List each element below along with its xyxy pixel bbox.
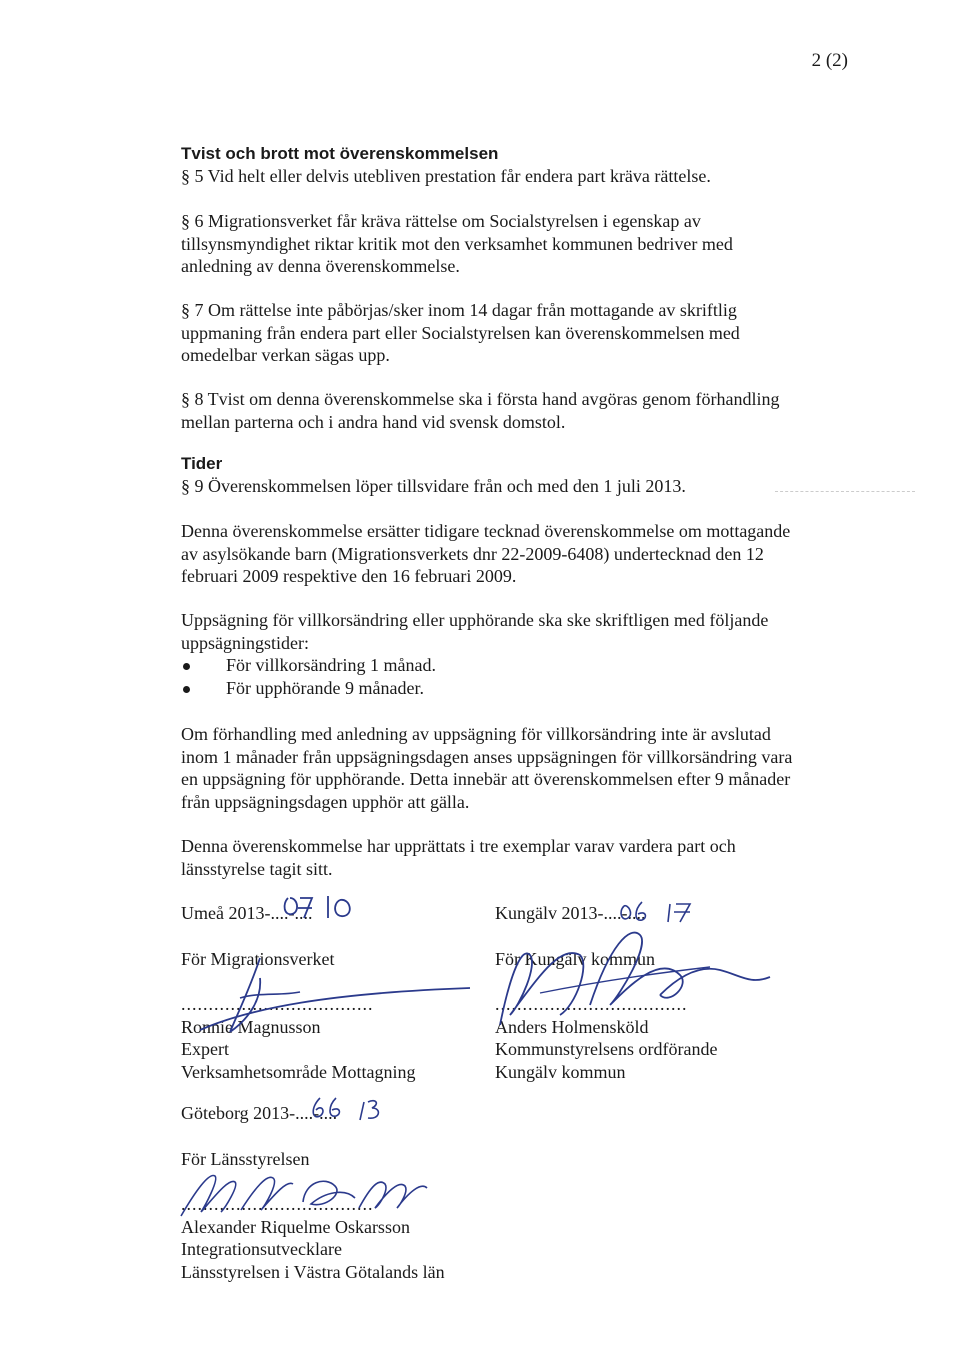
for-label: För Migrationsverket bbox=[181, 948, 335, 969]
termination-block bbox=[181, 609, 801, 699]
signer-title: Kommunstyrelsens ordförande bbox=[495, 1039, 718, 1060]
paragraph-9: § 9 Överenskommelsen löper tillsvidare från och med den 1 juli 2013. bbox=[181, 476, 686, 496]
signer-org: Verksamhetsområde Mottagning bbox=[181, 1061, 416, 1082]
faint-line bbox=[775, 491, 915, 492]
section-time bbox=[181, 453, 801, 498]
signature-block-lansstyrelsen bbox=[181, 1102, 445, 1284]
place-date: Umeå 2013-....-.... bbox=[181, 903, 313, 923]
bullet-item: För upphörande 9 månader. bbox=[181, 677, 801, 700]
signature-dots: ................................... bbox=[495, 994, 688, 1015]
signer-org: Kungälv kommun bbox=[495, 1061, 626, 1082]
section-dispute bbox=[181, 143, 801, 188]
signer-org: Länsstyrelsen i Västra Götalands län bbox=[181, 1261, 445, 1282]
place-date: Kungälv 2013-....-.... bbox=[495, 903, 646, 923]
signer-name: Alexander Riquelme Oskarsson bbox=[181, 1216, 410, 1237]
for-label: För Kungälv kommun bbox=[495, 948, 655, 969]
paragraph-negotiation: Om förhandling med anledning av uppsägning för villkorsändring inte är avslutad inom 1 månader från uppsägningsdagen anses uppsägningen för villkorsändring vara en uppsägning för upphörande. Detta innebär att överenskommelsen efter 9 månader från uppsägningsdagen upphör att gälla. bbox=[181, 724, 793, 812]
signature-block-kungalv bbox=[495, 902, 717, 1084]
signer-name: Ronnie Magnusson bbox=[181, 1016, 321, 1037]
paragraph-5: § 5 Vid helt eller delvis utebliven prestation får endera part kräva rättelse. bbox=[181, 166, 711, 186]
termination-intro: Uppsägning för villkorsändring eller upphörande ska ske skriftligen med följande uppsägningstider: bbox=[181, 610, 769, 653]
heading-time: Tider bbox=[181, 454, 223, 473]
paragraph-7: § 7 Om rättelse inte påbörjas/sker inom 14 dagar från mottagande av skriftlig uppmaning från endera part eller Socialstyrelsen kan överenskommelsen med omedelbar verkan sägas upp. bbox=[181, 300, 740, 366]
page-number: 2 (2) bbox=[811, 50, 848, 71]
signer-title: Integrationsutvecklare bbox=[181, 1239, 342, 1260]
signer-title: Expert bbox=[181, 1039, 229, 1060]
signer-name: Anders Holmensköld bbox=[495, 1016, 649, 1037]
heading-dispute: Tvist och brott mot överenskommelsen bbox=[181, 144, 499, 163]
signature-block-migrationsverket bbox=[181, 902, 415, 1084]
place-date: Göteborg 2013-....-.... bbox=[181, 1103, 338, 1123]
paragraph-copies: Denna överenskommelse har upprättats i tre exemplar varav vardera part och länsstyrelse tagit sitt. bbox=[181, 836, 736, 879]
bullet-item: För villkorsändring 1 månad. bbox=[181, 654, 801, 677]
for-label: För Länsstyrelsen bbox=[181, 1148, 310, 1169]
signature-dots: ................................... bbox=[181, 994, 374, 1015]
paragraph-8: § 8 Tvist om denna överenskommelse ska i första hand avgöras genom förhandling mellan parterna och i andra hand vid svensk domstol. bbox=[181, 389, 780, 432]
paragraph-replace: Denna överenskommelse ersätter tidigare tecknad överenskommelse om mottagande av asylsökande barn (Migrationsverkets dnr 22-2009-6408) undertecknad den 12 februari 2009 respektive den 16 februari 2009. bbox=[181, 521, 791, 587]
signature-dots: ................................... bbox=[181, 1194, 374, 1215]
paragraph-6: § 6 Migrationsverket får kräva rättelse om Socialstyrelsen i egenskap av tillsynsmyndighet riktar kritik mot den verksamhet kommunen bedriver med anledning av denna överenskommelse. bbox=[181, 211, 733, 277]
